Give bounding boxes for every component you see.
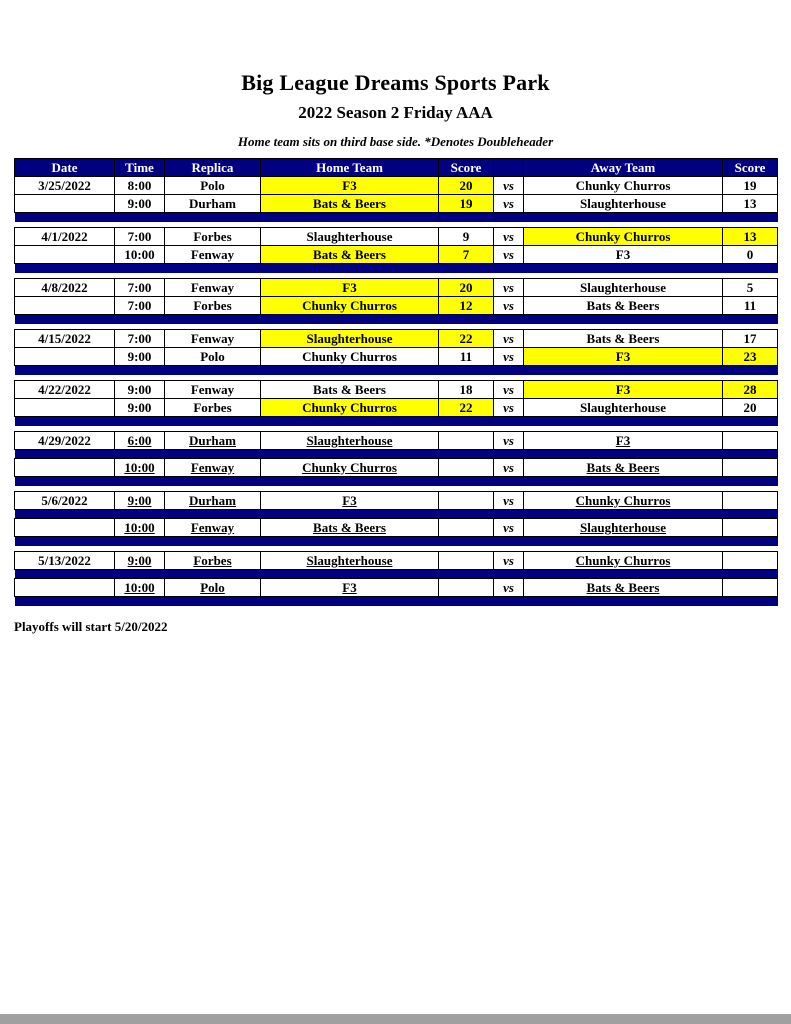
schedule-table-head — [15, 159, 778, 177]
separator-row — [15, 477, 778, 486]
game-row — [15, 399, 778, 417]
separator-row-band — [15, 510, 778, 519]
separator-row — [15, 366, 778, 375]
date-cell: 4/1/2022 — [15, 228, 115, 246]
vs-cell: vs — [494, 228, 524, 246]
replica-cell: Fenway — [165, 330, 261, 348]
replica-cell: Polo — [165, 579, 261, 597]
away-team-cell: Chunky Churros — [524, 177, 723, 195]
away-team-cell: Bats & Beers — [524, 459, 723, 477]
away-team-cell: F3 — [524, 381, 723, 399]
date-cell — [15, 399, 115, 417]
time-cell: 10:00 — [115, 459, 165, 477]
game-row — [15, 195, 778, 213]
away-score-cell: 13 — [723, 228, 778, 246]
time-cell: 7:00 — [115, 279, 165, 297]
date-cell — [15, 297, 115, 315]
separator-row — [15, 450, 778, 459]
away-team-cell: Bats & Beers — [524, 330, 723, 348]
separator-row-band — [15, 213, 778, 222]
game-row — [15, 330, 778, 348]
game-row — [15, 459, 778, 477]
gap-row — [15, 606, 778, 612]
time-cell: 9:00 — [115, 381, 165, 399]
vs-cell: vs — [494, 552, 524, 570]
replica-cell: Forbes — [165, 297, 261, 315]
home-score-cell: 22 — [439, 399, 494, 417]
away-score-cell: 11 — [723, 297, 778, 315]
page-title: Big League Dreams Sports Park — [241, 70, 550, 95]
date-cell — [15, 459, 115, 477]
header-home-score: Score — [439, 159, 494, 177]
home-score-cell: 20 — [439, 279, 494, 297]
vs-cell: vs — [494, 399, 524, 417]
away-score-cell: 19 — [723, 177, 778, 195]
separator-row-band — [15, 597, 778, 606]
date-cell: 4/22/2022 — [15, 381, 115, 399]
replica-cell: Durham — [165, 492, 261, 510]
page-subtitle: 2022 Season 2 Friday AAA — [298, 103, 493, 122]
date-cell: 4/29/2022 — [15, 432, 115, 450]
header-away-score: Score — [723, 159, 778, 177]
game-row — [15, 519, 778, 537]
date-cell: 3/25/2022 — [15, 177, 115, 195]
date-cell — [15, 195, 115, 213]
time-cell: 7:00 — [115, 297, 165, 315]
vs-cell: vs — [494, 246, 524, 264]
vs-cell: vs — [494, 330, 524, 348]
away-team-cell: Slaughterhouse — [524, 399, 723, 417]
home-score-cell — [439, 552, 494, 570]
away-team-cell: Slaughterhouse — [524, 519, 723, 537]
game-row — [15, 552, 778, 570]
away-score-cell: 13 — [723, 195, 778, 213]
schedule-note: Home team sits on third base side. *Denotes Doubleheader — [237, 134, 554, 149]
away-team-cell: Chunky Churros — [524, 552, 723, 570]
away-score-cell: 5 — [723, 279, 778, 297]
home-team-cell: Slaughterhouse — [261, 432, 439, 450]
game-row — [15, 432, 778, 450]
vs-cell: vs — [494, 492, 524, 510]
replica-cell: Fenway — [165, 381, 261, 399]
game-row — [15, 246, 778, 264]
replica-cell: Forbes — [165, 399, 261, 417]
replica-cell: Durham — [165, 195, 261, 213]
replica-cell: Fenway — [165, 246, 261, 264]
vs-cell: vs — [494, 519, 524, 537]
separator-row-band — [15, 315, 778, 324]
time-cell: 9:00 — [115, 492, 165, 510]
separator-row-band — [15, 537, 778, 546]
home-score-cell — [439, 492, 494, 510]
home-team-cell: Slaughterhouse — [261, 330, 439, 348]
time-cell: 9:00 — [115, 552, 165, 570]
vs-cell: vs — [494, 297, 524, 315]
date-cell — [15, 579, 115, 597]
game-row — [15, 381, 778, 399]
vs-cell: vs — [494, 177, 524, 195]
home-team-cell: F3 — [261, 177, 439, 195]
home-team-cell: Bats & Beers — [261, 381, 439, 399]
time-cell: 10:00 — [115, 579, 165, 597]
date-cell: 4/8/2022 — [15, 279, 115, 297]
gap-row-band — [15, 606, 778, 612]
vs-cell: vs — [494, 279, 524, 297]
date-cell — [15, 246, 115, 264]
home-score-cell: 12 — [439, 297, 494, 315]
vs-cell: vs — [494, 432, 524, 450]
game-row — [15, 279, 778, 297]
separator-row-band — [15, 417, 778, 426]
home-team-cell: Slaughterhouse — [261, 552, 439, 570]
game-row — [15, 348, 778, 366]
separator-row-band — [15, 264, 778, 273]
date-cell — [15, 348, 115, 366]
away-score-cell — [723, 579, 778, 597]
away-team-cell: F3 — [524, 348, 723, 366]
home-team-cell: F3 — [261, 279, 439, 297]
header-date: Date — [15, 159, 115, 177]
vs-cell: vs — [494, 579, 524, 597]
home-team-cell: Bats & Beers — [261, 195, 439, 213]
replica-cell: Forbes — [165, 228, 261, 246]
time-cell: 10:00 — [115, 519, 165, 537]
separator-row-band — [15, 570, 778, 579]
replica-cell: Polo — [165, 348, 261, 366]
time-cell: 9:00 — [115, 399, 165, 417]
separator-row — [15, 417, 778, 426]
away-score-cell: 17 — [723, 330, 778, 348]
time-cell: 7:00 — [115, 228, 165, 246]
game-row — [15, 492, 778, 510]
away-team-cell: Slaughterhouse — [524, 195, 723, 213]
time-cell: 9:00 — [115, 195, 165, 213]
header-replica: Replica — [165, 159, 261, 177]
home-team-cell: Bats & Beers — [261, 519, 439, 537]
time-cell: 6:00 — [115, 432, 165, 450]
home-team-cell: Slaughterhouse — [261, 228, 439, 246]
schedule-table — [14, 158, 778, 612]
separator-row-band — [15, 477, 778, 486]
away-team-cell: Chunky Churros — [524, 228, 723, 246]
date-cell: 5/13/2022 — [15, 552, 115, 570]
replica-cell: Durham — [165, 432, 261, 450]
away-score-cell — [723, 519, 778, 537]
vs-cell: vs — [494, 381, 524, 399]
home-team-cell: Chunky Churros — [261, 297, 439, 315]
away-score-cell: 28 — [723, 381, 778, 399]
home-score-cell: 9 — [439, 228, 494, 246]
time-cell: 10:00 — [115, 246, 165, 264]
date-cell: 4/15/2022 — [15, 330, 115, 348]
home-team-cell: Chunky Churros — [261, 348, 439, 366]
scan-edge-artifact — [0, 1014, 791, 1024]
home-score-cell — [439, 459, 494, 477]
separator-row — [15, 570, 778, 579]
separator-row — [15, 597, 778, 606]
separator-row — [15, 510, 778, 519]
header-vs-spacer — [494, 159, 524, 177]
header-away-team: Away Team — [524, 159, 723, 177]
home-score-cell: 18 — [439, 381, 494, 399]
separator-row — [15, 315, 778, 324]
away-score-cell: 20 — [723, 399, 778, 417]
vs-cell: vs — [494, 195, 524, 213]
home-team-cell: Chunky Churros — [261, 459, 439, 477]
home-score-cell: 19 — [439, 195, 494, 213]
time-cell: 9:00 — [115, 348, 165, 366]
schedule-table-body — [15, 177, 778, 612]
game-row — [15, 228, 778, 246]
home-team-cell: Bats & Beers — [261, 246, 439, 264]
away-score-cell — [723, 492, 778, 510]
time-cell: 7:00 — [115, 330, 165, 348]
replica-cell: Fenway — [165, 459, 261, 477]
date-cell: 5/6/2022 — [15, 492, 115, 510]
game-row — [15, 297, 778, 315]
away-team-cell: F3 — [524, 246, 723, 264]
home-score-cell — [439, 432, 494, 450]
replica-cell: Forbes — [165, 552, 261, 570]
away-team-cell: Slaughterhouse — [524, 279, 723, 297]
replica-cell: Fenway — [165, 279, 261, 297]
home-score-cell: 22 — [439, 330, 494, 348]
home-score-cell — [439, 519, 494, 537]
time-cell: 8:00 — [115, 177, 165, 195]
header-row — [15, 159, 778, 177]
replica-cell: Polo — [165, 177, 261, 195]
home-score-cell: 7 — [439, 246, 494, 264]
separator-row — [15, 537, 778, 546]
away-score-cell — [723, 459, 778, 477]
game-row — [15, 579, 778, 597]
away-team-cell: Chunky Churros — [524, 492, 723, 510]
separator-row-band — [15, 450, 778, 459]
home-team-cell: Chunky Churros — [261, 399, 439, 417]
away-score-cell — [723, 432, 778, 450]
replica-cell: Fenway — [165, 519, 261, 537]
header-home-team: Home Team — [261, 159, 439, 177]
vs-cell: vs — [494, 348, 524, 366]
header-time: Time — [115, 159, 165, 177]
away-score-cell: 23 — [723, 348, 778, 366]
separator-row — [15, 264, 778, 273]
away-team-cell: Bats & Beers — [524, 579, 723, 597]
home-team-cell: F3 — [261, 579, 439, 597]
game-row — [15, 177, 778, 195]
home-score-cell: 11 — [439, 348, 494, 366]
playoffs-note: Playoffs will start 5/20/2022 — [14, 618, 168, 634]
home-score-cell — [439, 579, 494, 597]
away-score-cell: 0 — [723, 246, 778, 264]
home-team-cell: F3 — [261, 492, 439, 510]
date-cell — [15, 519, 115, 537]
vs-cell: vs — [494, 459, 524, 477]
away-team-cell: Bats & Beers — [524, 297, 723, 315]
home-score-cell: 20 — [439, 177, 494, 195]
separator-row-band — [15, 366, 778, 375]
away-team-cell: F3 — [524, 432, 723, 450]
separator-row — [15, 213, 778, 222]
away-score-cell — [723, 552, 778, 570]
